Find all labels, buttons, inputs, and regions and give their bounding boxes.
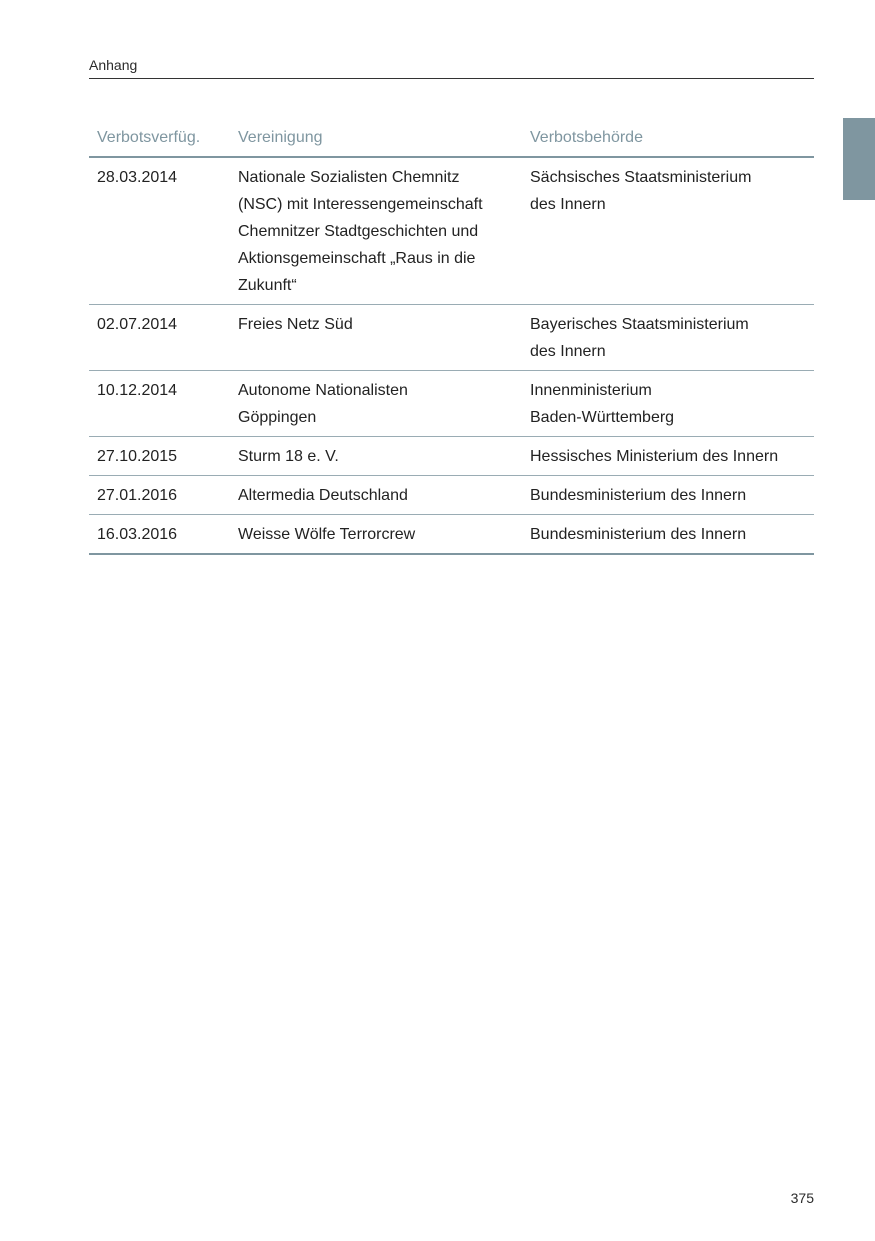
cell-authority: Innenministerium Baden-Württemberg	[522, 371, 814, 437]
cell-authority: Bundesministerium des Innern	[522, 476, 814, 515]
cell-association: Freies Netz Süd	[230, 305, 522, 371]
cell-date: 27.01.2016	[89, 476, 230, 515]
section-title: Anhang	[89, 57, 138, 73]
cell-authority: Bayerisches Staatsministerium des Innern	[522, 305, 814, 371]
chapter-tab-marker	[843, 118, 875, 200]
table-row	[89, 437, 814, 476]
cell-date: 27.10.2015	[89, 437, 230, 476]
cell-association: Autonome Nationalisten Göppingen	[230, 371, 522, 437]
table-header-row	[89, 118, 814, 157]
table-row	[89, 157, 814, 305]
cell-date: 28.03.2014	[89, 157, 230, 305]
column-header-date: Verbotsverfüg.	[89, 118, 230, 157]
cell-association: Weisse Wölfe Terrorcrew	[230, 515, 522, 555]
column-header-authority: Verbotsbehörde	[522, 118, 814, 157]
ban-table	[89, 118, 814, 555]
cell-authority: Hessisches Ministerium des Innern	[522, 437, 814, 476]
cell-date: 16.03.2016	[89, 515, 230, 555]
cell-association: Nationale Sozialisten Chemnitz (NSC) mit Interessengemeinschaft Chemnitzer Stadtgeschichten und Aktionsgemeinschaft „Raus in die Zukunft“	[230, 157, 522, 305]
cell-association: Altermedia Deutschland	[230, 476, 522, 515]
cell-date: 02.07.2014	[89, 305, 230, 371]
cell-date: 10.12.2014	[89, 371, 230, 437]
cell-association: Sturm 18 e. V.	[230, 437, 522, 476]
cell-authority: Bundesministerium des Innern	[522, 515, 814, 555]
ban-table-container	[89, 118, 814, 555]
column-header-association: Vereinigung	[230, 118, 522, 157]
page-number: 375	[790, 1190, 814, 1206]
table-row	[89, 515, 814, 555]
table-row	[89, 371, 814, 437]
page-header	[89, 56, 814, 79]
table-row	[89, 476, 814, 515]
cell-authority: Sächsisches Staatsministerium des Innern	[522, 157, 814, 305]
table-row	[89, 305, 814, 371]
